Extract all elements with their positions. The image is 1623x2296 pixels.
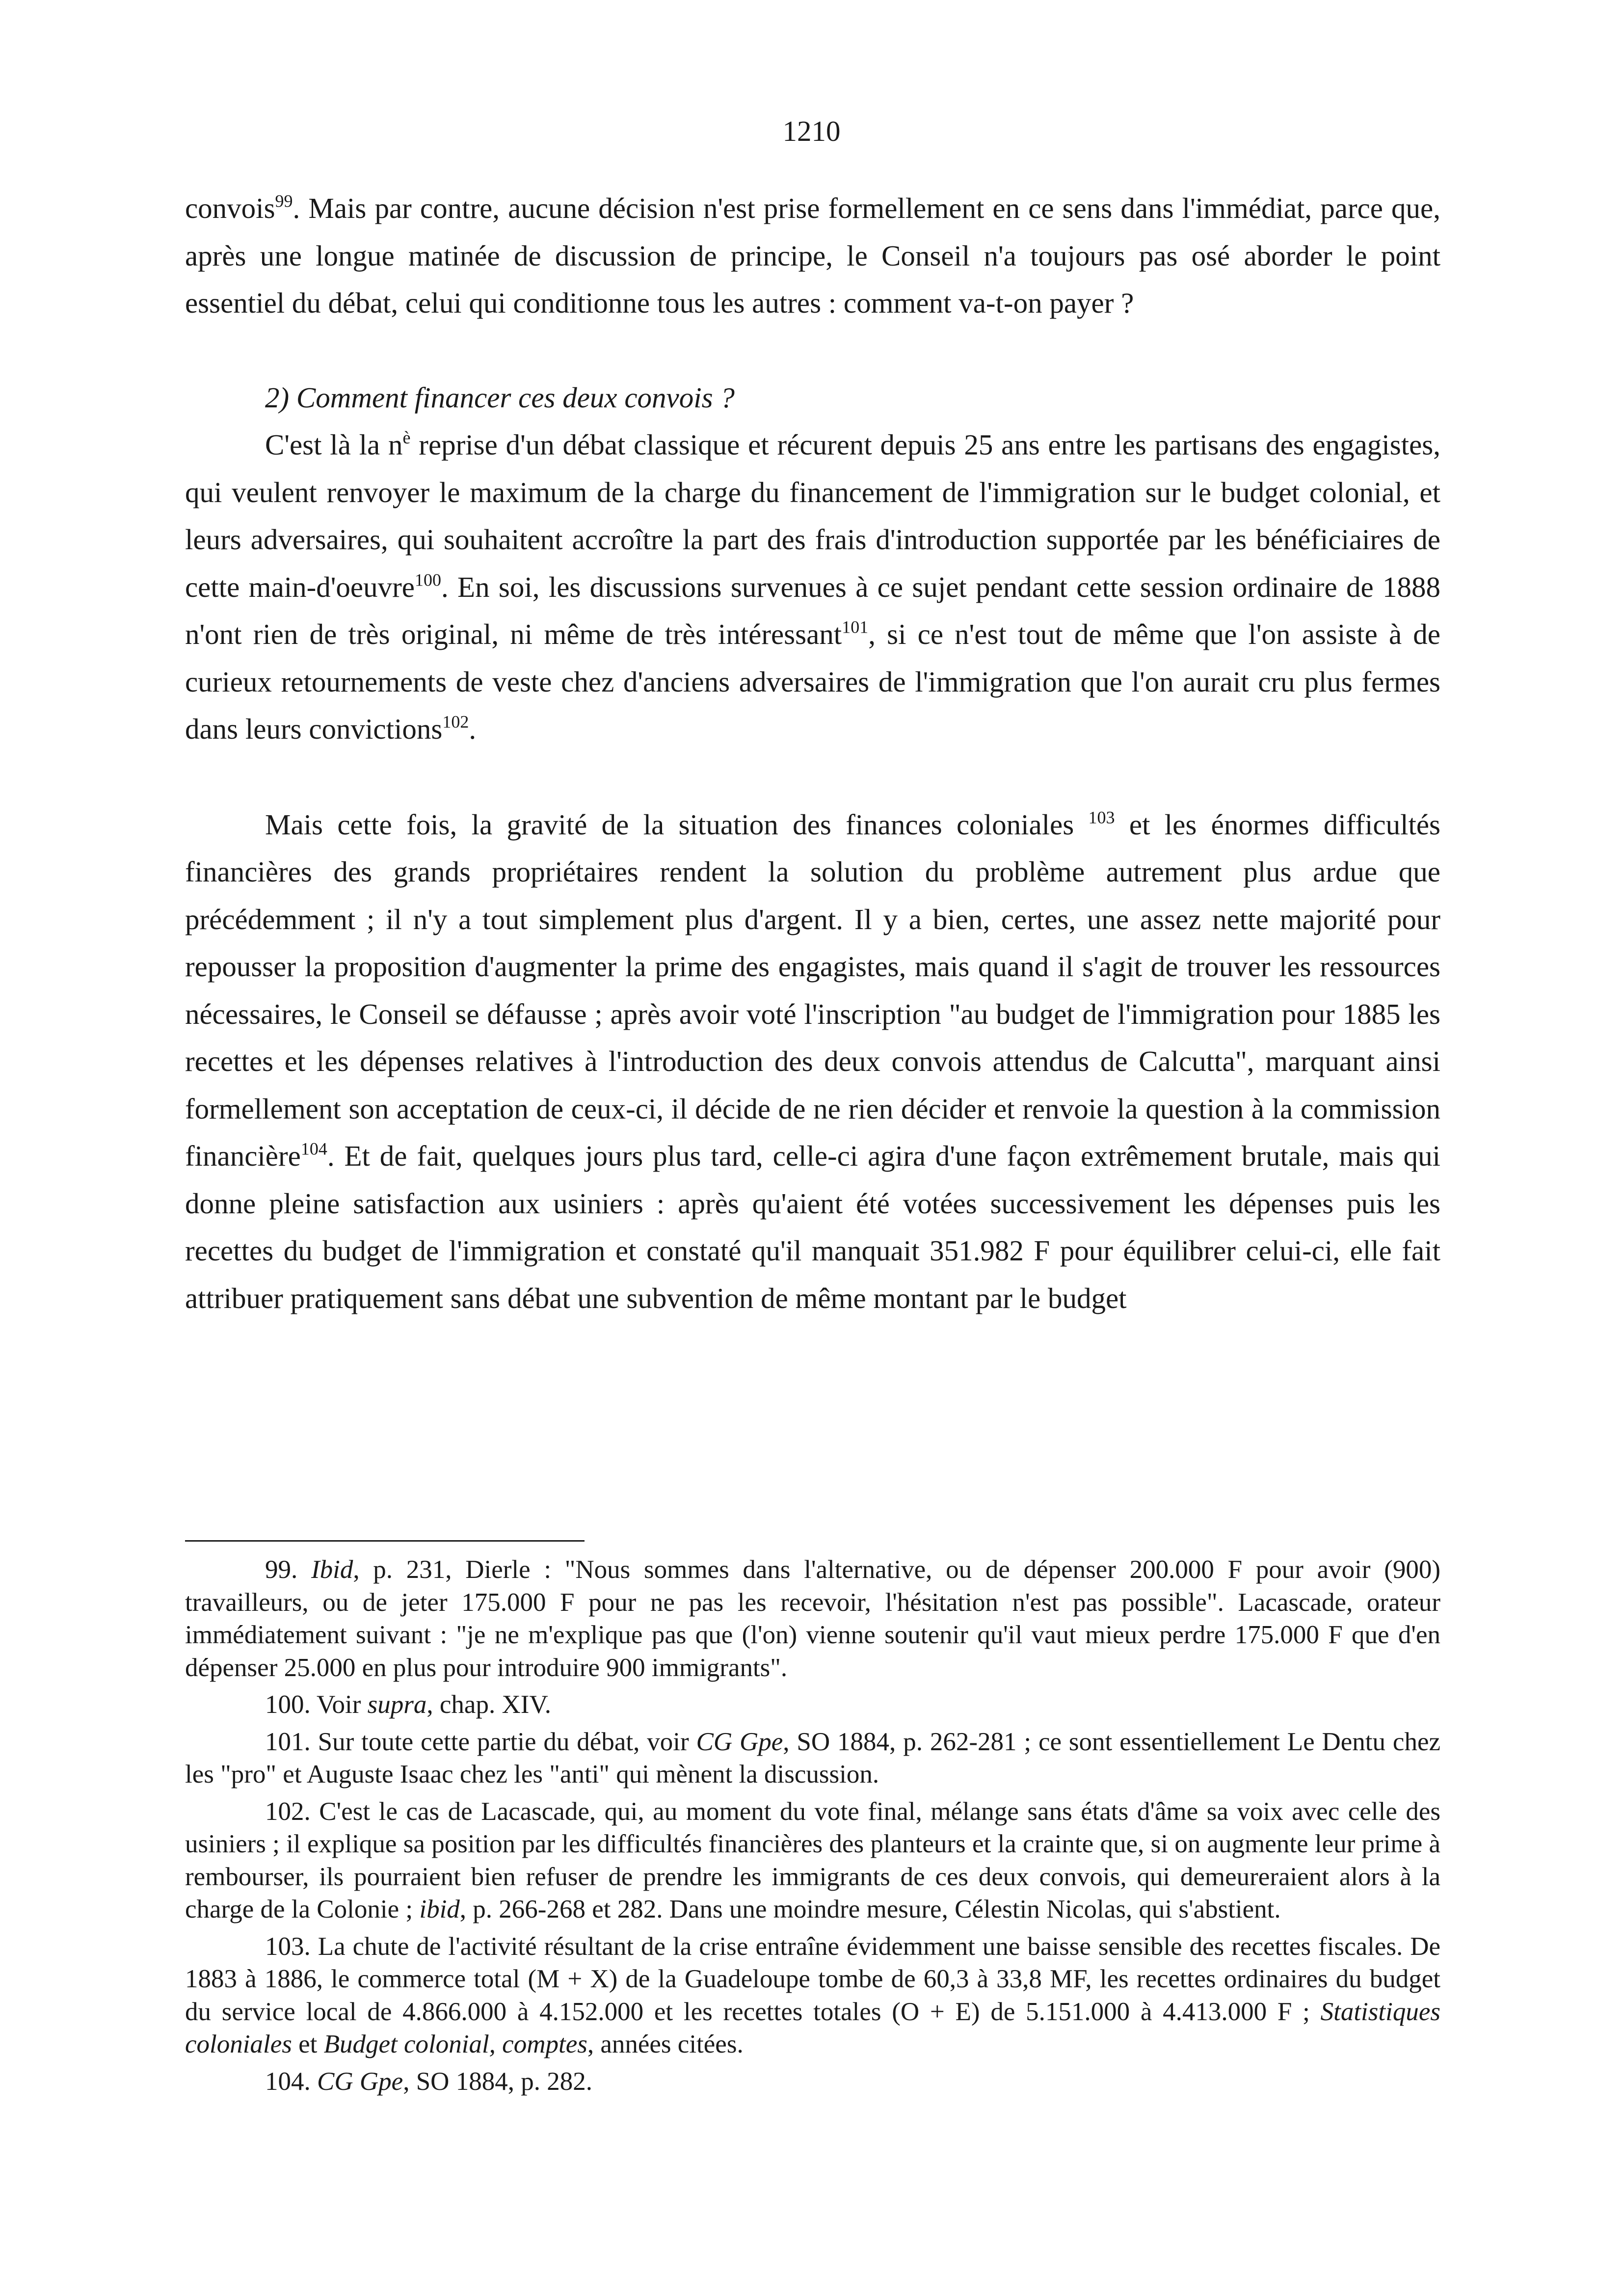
note-reference: 101	[842, 617, 869, 637]
italic-text: Budget colonial, comptes	[323, 2030, 587, 2058]
note-reference: è	[402, 427, 411, 448]
note-reference: 99	[275, 191, 293, 211]
note-reference: 104	[300, 1139, 327, 1159]
section-heading	[185, 374, 1440, 422]
italic-text: Ibid	[311, 1555, 353, 1584]
paragraph-3	[185, 801, 1440, 1322]
footnotes	[185, 1553, 1440, 2102]
page-number: 1210	[782, 115, 841, 147]
footnote-99	[185, 1553, 1440, 1684]
text-run: reprise d'un débat classique et récurent depuis 25 ans entre les partisans des engagistes, qui veulent renvoyer le maximum de la charge du financement de l'immigration sur le budget colonial, et leurs adversaires, qui souhaitent accroître la part des frais d'introduction supportée par les bénéficiaires de cette main-d'oeuvre	[185, 428, 1440, 603]
text-run: , p. 266-268 et 282. Dans une moindre mesure, Célestin Nicolas, qui s'abstient.	[459, 1895, 1281, 1923]
text-run: . Et de fait, quelques jours plus tard, celle-ci agira d'une façon extrêmement brutale, mais qui donne pleine satisfaction aux usiniers : après qu'aient été votées successivement les dépenses puis les recettes du budget de l'immigration et constaté qu'il manquait 351.982 F pour équilibrer celui-ci, elle fait attribuer pratiquement sans débat une subvention de même montant par le budget	[185, 1140, 1440, 1314]
footnote-101	[185, 1726, 1440, 1791]
text-run: . En soi, les discussions survenues à ce sujet pendant cette session ordinaire de 1888 n'ont rien de très original, ni même de très intéressant	[185, 570, 1440, 650]
text-run: . Mais par contre, aucune décision n'est prise formellement en ce sens dans l'immédiat, parce que, après une longue matinée de discussion de principe, le Conseil n'a toujours pas osé aborder le point essentiel du débat, celui qui conditionne tous les autres : comment va-t-on payer ?	[185, 192, 1440, 319]
footnote-102	[185, 1795, 1440, 1926]
text-run: Mais cette fois, la gravité de la situation des finances coloniales	[265, 808, 1089, 841]
footnote-separator	[185, 1540, 585, 1542]
text-run: 99.	[265, 1555, 311, 1584]
text-run: et les énormes difficultés financières des grands propriétaires rendent la solution du problème autrement plus ardue que précédemment ; il n'y a tout simplement plus d'argent. Il y a bien, certes, une assez nette majorité pour repousser la proposition d'augmenter la prime des engagistes, mais quand il s'agit de trouver les ressources nécessaires, le Conseil se défausse ; après avoir voté l'inscription "au budget de l'immigration pour 1885 les recettes et les dépenses relatives à l'introduction des deux convois attendus de Calcutta", marquant ainsi formellement son acceptation de ceux-ci, il décide de ne rien décider et renvoie la question à la commission financière	[185, 808, 1441, 1172]
text-run: C'est là la n	[265, 428, 403, 461]
note-reference: 100	[414, 570, 441, 590]
text-run: 104.	[265, 2067, 317, 2096]
text-run: 103. La chute de l'activité résultant de la crise entraîne évidemment une baisse sensible des recettes fiscales. De 1883 à 1886, le commerce total (M + X) de la Guadeloupe tombe de 60,3 à 33,8 MF, les recettes ordinaires du budget du service local de 4.866.000 à 4.152.000 et les recettes totales (O + E) de 5.151.000 à 4.413.000 F ;	[185, 1932, 1440, 2026]
footnote-103	[185, 1930, 1440, 2061]
footnote-104	[185, 2065, 1440, 2098]
italic-text: ibid	[419, 1895, 460, 1923]
paragraph-1	[185, 185, 1440, 327]
text-run: et	[292, 2030, 324, 2058]
italic-text: CG Gpe	[317, 2067, 403, 2096]
italic-text: supra	[367, 1690, 427, 1719]
text-run: , SO 1884, p. 282.	[403, 2067, 592, 2096]
note-reference: 103	[1088, 807, 1115, 828]
note-reference: 102	[442, 712, 469, 732]
text-run: 101. Sur toute cette partie du débat, voir	[265, 1727, 696, 1756]
text-run: .	[469, 713, 477, 745]
text-run: , p. 231, Dierle : "Nous sommes dans l'alternative, ou de dépenser 200.000 F pour avoir (900) travailleurs, ou de jeter 175.000 F pour ne pas les recevoir, l'hésitation n'est pas possible". Lacascade, orateur immédiatement suivant : "je ne m'explique pas que (l'on) vienne soutenir qu'il vaut mieux perdre 175.000 F que d'en dépenser 25.000 en plus pour introduire 900 immigrants".	[185, 1555, 1440, 1682]
paragraph-2	[185, 421, 1440, 753]
text-run: , années citées.	[587, 2030, 744, 2058]
text-run: 102. C'est le cas de Lacascade, qui, au moment du vote final, mélange sans états d'âme sa voix avec celle des usiniers ; il explique sa position par les difficultés financières des planteurs et la crainte que, si on augmente leur prime à rembourser, ils pourraient bien refuser de prendre les immigrants de ces deux convois, qui demeureraient alors à la charge de la Colonie ;	[185, 1797, 1440, 1923]
text-run: 100. Voir	[265, 1690, 368, 1719]
body-text	[185, 185, 1440, 1322]
italic-text: Statistiques coloniales	[185, 1997, 1440, 2058]
text-run: 2) Comment financer ces deux convois ?	[265, 381, 735, 414]
footnote-100	[185, 1688, 1440, 1721]
text-run: convois	[185, 192, 275, 224]
text-run: , chap. XIV.	[426, 1690, 552, 1719]
text-run: , si ce n'est tout de même que l'on assiste à de curieux retournements de veste chez d'anciens adversaires de l'immigration que l'on aurait cru plus fermes dans leurs convictions	[185, 618, 1440, 745]
text-run: , SO 1884, p. 262-281 ; ce sont essentiellement Le Dentu chez les "pro" et Auguste Isaac chez les "anti" qui mènent la discussion.	[185, 1727, 1440, 1789]
italic-text: CG Gpe	[696, 1727, 783, 1756]
